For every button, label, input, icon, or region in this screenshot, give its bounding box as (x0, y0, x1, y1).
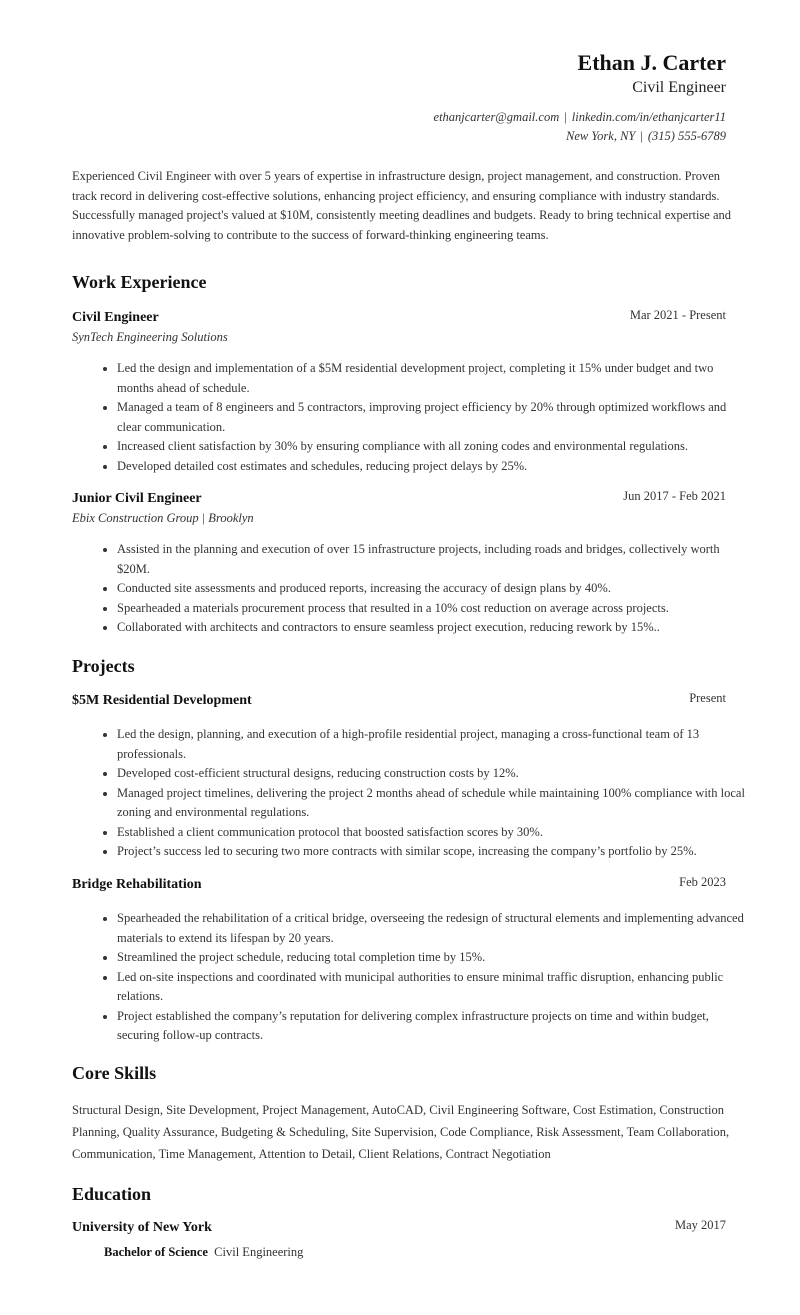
contact-separator: | (564, 110, 567, 124)
job-company: SynTech Engineering Solutions (72, 330, 228, 344)
bullet-item: • Project’s success led to securing two more contracts with similar scope, increasing the company’s portfolio by 25%. (117, 842, 747, 862)
job-company: Ebix Construction Group | Brooklyn (72, 511, 254, 525)
bullet-item: • Spearheaded the rehabilitation of a critical bridge, overseeing the redesign of structural elements and implementing advanced materials to extend its lifespan by 20 years. (117, 909, 747, 948)
bullet-item: • Led the design and implementation of a $5M residential development project, completing it 15% under budget and two months ahead of schedule. (117, 359, 747, 398)
bullet-item: • Established a client communication protocol that boosted satisfaction scores by 30%. (117, 823, 747, 843)
core-skills-heading: Core Skills (72, 1063, 157, 1083)
contact-line-1 (434, 110, 726, 125)
bullet-item: • Streamlined the project schedule, reducing total completion time by 15%. (117, 948, 747, 968)
job-bullet-list (100, 540, 747, 638)
phone-text: (315) 555-6789 (647, 129, 726, 143)
project-bullet-list (100, 909, 747, 1046)
project-date: Feb 2023 (679, 875, 726, 889)
project-bullet-list (100, 725, 747, 862)
project-title: Bridge Rehabilitation (72, 877, 202, 892)
contact-line-2 (566, 129, 726, 144)
job-title: Junior Civil Engineer (72, 491, 202, 506)
project-title: $5M Residential Development (72, 693, 252, 708)
bullet-item: • Led on-site inspections and coordinated with municipal authorities to ensure minimal traffic disruption, enhancing public relations. (117, 968, 747, 1007)
bullet-item: • Developed cost-efficient structural designs, reducing construction costs by 12%. (117, 764, 747, 784)
job-dates: Mar 2021 - Present (629, 308, 726, 322)
email-link[interactable]: ethanjcarter@gmail.com (433, 110, 560, 124)
bullet-item: • Increased client satisfaction by 30% by ensuring compliance with all zoning codes and environmental regulations. (117, 437, 747, 457)
job-dates: Jun 2017 - Feb 2021 (623, 489, 726, 503)
skills-list: Structural Design, Site Development, Project Management, AutoCAD, Civil Engineering Software, Cost Estimation, Construction Planning, Quality Assurance, Budgeting & Scheduling, Site Supervision, Code Compliance, Risk Assessment, Team Collaboration, Communication, Time Management, Attention to Detail, Client Relations, Contract Negotiation (72, 1103, 730, 1161)
bullet-item: • Developed detailed cost estimates and schedules, reducing project delays by 25%. (117, 457, 747, 477)
bullet-item: • Collaborated with architects and contractors to ensure seamless project execution, reducing rework by 15%.. (117, 618, 747, 638)
linkedin-link[interactable]: linkedin.com/in/ethanjcarter11 (571, 110, 726, 124)
bullet-item: • Spearheaded a materials procurement process that resulted in a 10% cost reduction on average across projects. (117, 599, 747, 619)
candidate-title: Civil Engineer (632, 79, 726, 96)
location-text: New York, NY (566, 129, 636, 143)
candidate-name: Ethan J. Carter (577, 50, 726, 75)
degree-type: Bachelor of Science (104, 1245, 208, 1259)
projects-heading: Projects (72, 656, 135, 676)
bullet-item: • Managed a team of 8 engineers and 5 contractors, improving project efficiency by 20% through optimized workflows and clear communication. (117, 398, 747, 437)
education-date: May 2017 (674, 1218, 726, 1232)
work-experience-heading: Work Experience (72, 272, 207, 292)
job-title: Civil Engineer (72, 310, 159, 325)
education-heading: Education (72, 1184, 152, 1204)
contact-separator: | (640, 129, 643, 143)
bullet-item: • Led the design, planning, and execution of a high-profile residential project, managing a cross-functional team of 13 professionals. (117, 725, 747, 764)
project-date: Present (689, 691, 726, 705)
bullet-item: • Conducted site assessments and produced reports, increasing the accuracy of design plans by 40%. (117, 579, 747, 599)
bullet-item: • Project established the company’s reputation for delivering complex infrastructure projects on time and within budget, securing follow-up contracts. (117, 1007, 747, 1046)
bullet-item: • Assisted in the planning and execution of over 15 infrastructure projects, including roads and bridges, collectively worth $20M. (117, 540, 747, 579)
school-name: University of New York (72, 1220, 212, 1235)
bullet-item: • Managed project timelines, delivering the project 2 months ahead of schedule while maintaining 100% compliance with local zoning and environmental regulations. (117, 784, 747, 823)
degree-field: Civil Engineering (214, 1245, 304, 1259)
degree-line (104, 1245, 303, 1260)
summary-paragraph: Experienced Civil Engineer with over 5 years of expertise in infrastructure design, project management, and construction. Proven track record in delivering cost-effective solutions, enhancing project efficiency, and ensuring compliance with industry standards. Successfully managed project's valued at $10M, consistently meeting deadlines and budgets. Ready to bring technical expertise and innovative problem-solving to contribute to the success of forward-thinking engineering teams. (72, 169, 732, 242)
job-bullet-list (100, 359, 747, 476)
